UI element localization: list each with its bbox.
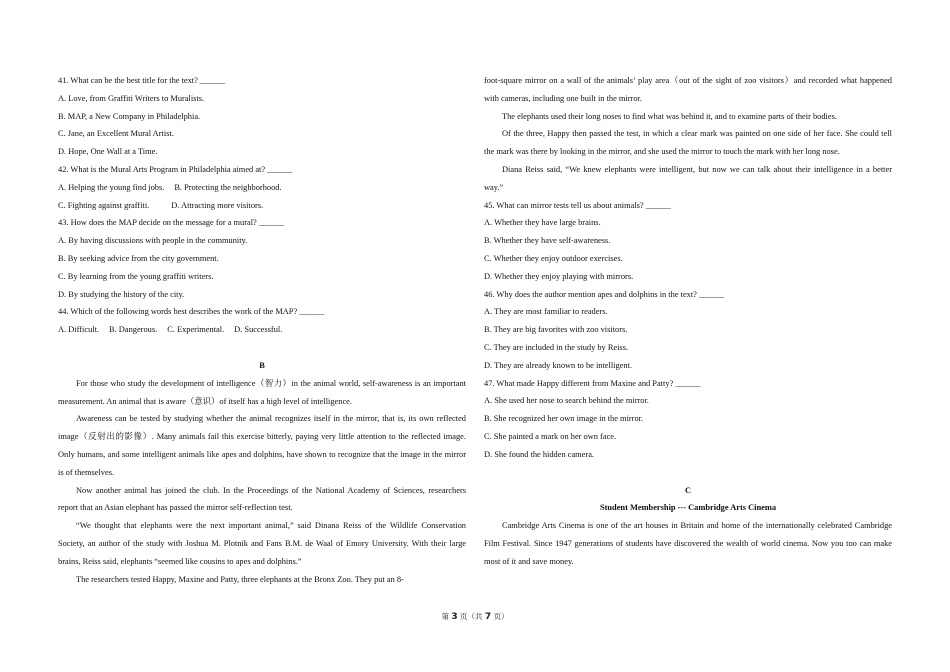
section-c-paragraph: Cambridge Arts Cinema is one of the art houses in Britain and home of the internationally celebrated Cambridge Film Festival. Since 1947 generations of students have discovered the wealth of world cinema. Now you too can make most of it and save money. — [484, 521, 892, 566]
question-46-stem: 46. Why does the author mention apes and dolphins in the text? ______ — [484, 289, 725, 299]
question-47-option-b: B. She recognized her own image in the mirror. — [484, 414, 644, 424]
question-44-option-a: A. Difficult. — [58, 325, 100, 335]
question-44-options-row — [58, 321, 466, 339]
question-41-option-b: B. MAP, a New Company in Philadelphia. — [58, 111, 201, 121]
passage-b-paragraph-8: Diana Reiss said, “We knew elephants were intelligent, but now we can talk about their intelligence in a better way.” — [484, 164, 892, 192]
question-47-option-a: A. She used her nose to search behind the mirror. — [484, 396, 649, 406]
question-42-options-row-1 — [58, 179, 466, 197]
question-43-option-c: C. By learning from the young graffiti writers. — [58, 271, 214, 281]
question-46-option-d: D. They are already known to be intelligent. — [484, 360, 632, 370]
passage-b-paragraph-7: Of the three, Happy then passed the test, in which a clear mark was painted on one side of her face. She could tell the mark was there by looking in the mirror, and she used the mirror to touch the mark with her long nose. — [484, 129, 892, 157]
right-column — [484, 72, 892, 571]
question-41-option-c: C. Jane, an Excellent Mural Artist. — [58, 129, 174, 139]
question-43-option-b: B. By seeking advice from the city government. — [58, 253, 219, 263]
passage-b-paragraph-6: The elephants used their long noses to find what was behind it, and to examine parts of their bodies. — [502, 111, 837, 121]
question-45-option-d: D. Whether they enjoy playing with mirrors. — [484, 271, 634, 281]
footer-page-number: 3 — [451, 612, 458, 622]
question-45-stem: 45. What can mirror tests tell us about animals? ______ — [484, 200, 671, 210]
passage-b-paragraph-1: For those who study the development of intelligence（智力）in the animal world, self-awareness is an important measurement. An animal that is aware（意识）of itself has a high level of intelligence. — [58, 378, 466, 406]
question-47-stem: 47. What made Happy different from Maxine and Patty? ______ — [484, 378, 701, 388]
question-46-option-b: B. They are big favorites with zoo visitors. — [484, 325, 628, 335]
question-43-option-d: D. By studying the history of the city. — [58, 289, 185, 299]
question-42-stem: 42. What is the Mural Arts Program in Philadelphia aimed at? ______ — [58, 164, 293, 174]
question-43-stem: 43. How does the MAP decide on the message for a mural? ______ — [58, 218, 284, 228]
question-46-option-c: C. They are included in the study by Reiss. — [484, 342, 629, 352]
question-44-option-d: D. Successful. — [234, 325, 283, 335]
question-44-option-c: C. Experimental. — [167, 325, 225, 335]
question-42-option-d: D. Attracting more visitors. — [171, 200, 264, 210]
question-46-option-a: A. They are most familiar to readers. — [484, 307, 608, 317]
question-45-option-b: B. Whether they have self-awareness. — [484, 236, 611, 246]
question-47-option-d: D. She found the hidden camera. — [484, 449, 595, 459]
question-41-option-a: A. Love, from Graffiti Writers to Muralists. — [58, 93, 205, 103]
question-42-options-row-2 — [58, 197, 466, 215]
question-41-option-d: D. Hope, One Wall at a Time. — [58, 147, 158, 157]
footer-total-pages: 7 — [484, 612, 492, 622]
passage-b-continued-paragraph: foot-square mirror on a wall of the animals’ play area（out of the sight of zoo visitors）and recorded what happened with cameras, including one built in the mirror. — [484, 76, 892, 103]
footer-middle: 页（共 — [460, 612, 483, 621]
question-42-option-a: A. Helping the young find jobs. — [58, 182, 165, 192]
question-45-option-c: C. Whether they enjoy outdoor exercises. — [484, 253, 623, 263]
question-43-option-a: A. By having discussions with people in the community. — [58, 236, 248, 246]
section-b-heading: B — [259, 360, 265, 370]
question-41-stem: 41. What can be the best title for the text? ______ — [58, 76, 226, 85]
left-column — [58, 72, 466, 588]
page-footer — [0, 611, 950, 622]
footer-suffix: 页） — [493, 612, 509, 621]
question-44-option-b: B. Dangerous. — [109, 325, 158, 335]
passage-b-paragraph-2: Awareness can be tested by studying whether the animal recognizes itself in the mirror, that is, its own reflected image（反射出的影像）. Many animals fail this exercise bitterly, paying very little attention to the reflected image. Only humans, and some intelligent animals like apes and dolphins, have shown to recognize that the image in the mirror is of themselves. — [58, 414, 466, 477]
footer-prefix: 第 — [441, 612, 449, 621]
passage-b-paragraph-3: Now another animal has joined the club. In the Proceedings of the National Academy of Sciences, researchers report that an Asian elephant has passed the mirror self-reflection test. — [58, 485, 466, 513]
passage-b-paragraph-4: “We thought that elephants were the next important animal,” said Dinana Reiss of the Wildlife Conservation Society, an author of the study with Joshua M. Plotnik and Fans B.M. de Waal of Emory University. With their large brains, Reiss said, elephants “seemed like cousins to apes and dolphins.” — [58, 521, 466, 566]
passage-b-paragraph-5: The researchers tested Happy, Maxine and Patty, three elephants at the Bronx Zoo. They put an 8- — [76, 574, 404, 584]
section-c-title: Student Membership --- Cambridge Arts Cinema — [599, 503, 777, 513]
section-c-heading: C — [684, 485, 692, 495]
question-47-option-c: C. She painted a mark on her own face. — [484, 431, 617, 441]
question-42-option-c: C. Fighting against graffiti. — [58, 200, 150, 210]
question-44-stem: 44. Which of the following words best describes the work of the MAP? ______ — [58, 307, 325, 317]
question-45-option-a: A. Whether they have large brains. — [484, 218, 601, 228]
question-42-option-b: B. Protecting the neighborhood. — [174, 182, 282, 192]
